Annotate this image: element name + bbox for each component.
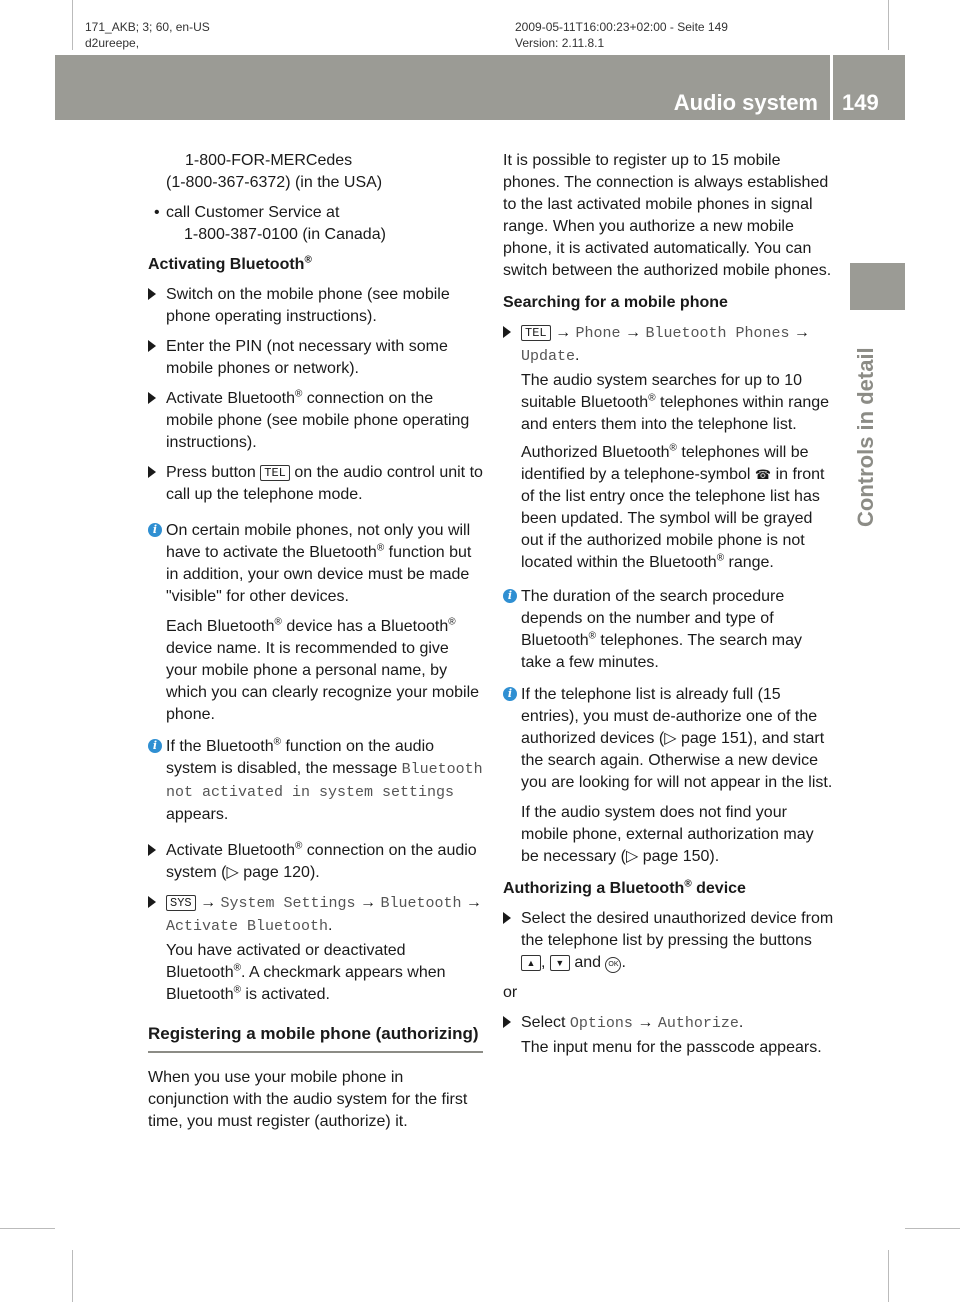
result-text: range.: [724, 554, 774, 571]
heading-activating: [148, 254, 483, 276]
step-arrow-icon: [148, 288, 156, 300]
trim-mark: [905, 1228, 960, 1229]
or-text: or: [503, 984, 518, 1001]
contact-line: (1-800-367-6372) (in the USA): [166, 174, 383, 191]
menu-path: System Settings: [220, 895, 356, 912]
paragraph: It is possible to register up to 15 mobile phones. The connection is always established to the last activated mobile phones in signal range. When you authorize a new mobile phone, it is activated automatically. You can switch between the authorized mobile phones.: [503, 152, 832, 279]
reg-mark: ®: [448, 616, 456, 628]
step-item: [503, 322, 835, 574]
result-text: The input menu for the passcode appears.: [521, 1039, 822, 1056]
info-text: If the telephone list is already full (15 entries), you must de-authorize one of the authorized devices (: [521, 686, 818, 747]
bullet-icon: •: [154, 204, 160, 221]
step-item: [148, 892, 483, 1006]
reg-mark: ®: [233, 984, 241, 996]
step-item: [503, 908, 835, 974]
step-text: .: [738, 1014, 744, 1031]
reg-mark: ®: [294, 840, 303, 852]
info-text: On certain mobile phones, not only you will have to activate the Bluetooth: [166, 522, 471, 561]
heading-text: Activating Bluetooth: [148, 256, 305, 273]
result-text: telephones within range and enters them into the telephone list.: [521, 394, 830, 433]
heading-text: device: [691, 880, 746, 897]
ok-key-icon: OK: [605, 957, 621, 973]
bullet-text: 1-800-387-0100 (in Canada): [184, 226, 386, 243]
reg-mark: ®: [588, 630, 596, 642]
step-text: .: [575, 347, 580, 364]
step-text: Activate Bluetooth: [166, 842, 295, 859]
step-item: [148, 284, 483, 328]
heading-text: Authorizing a Bluetooth: [503, 880, 685, 897]
path-arrow: →: [465, 894, 482, 911]
path-arrow: →: [360, 894, 376, 911]
right-column: [503, 150, 835, 1067]
info-note: [503, 684, 835, 868]
step-text: Press button: [166, 464, 261, 481]
info-text: The duration of the search procedure depends on the number and type of Bluetooth: [521, 588, 785, 649]
step-item: [148, 336, 483, 380]
heading-search: Searching for a mobile phone: [503, 294, 728, 311]
reg-mark: ®: [669, 442, 677, 454]
path-arrow: →: [637, 1014, 654, 1031]
bullet-text: call Customer Service at: [166, 204, 340, 221]
reg-mark: ®: [376, 542, 385, 554]
menu-path: Options: [569, 1015, 633, 1032]
reg-mark: ®: [716, 552, 725, 564]
step-text: ,: [541, 954, 550, 971]
step-text: Select: [521, 1014, 570, 1031]
menu-path: Update: [521, 348, 576, 365]
menu-path: Bluetooth Phones: [645, 325, 790, 342]
reg-mark: ®: [274, 616, 282, 628]
paragraph: When you use your mobile phone in conjunction with the audio system for the first time, you must register (authorize) it.: [148, 1069, 468, 1130]
reg-mark: ®: [294, 388, 303, 400]
sys-key-icon: SYS: [166, 895, 196, 911]
page-ref-icon: ▷: [664, 730, 677, 747]
heading-authorizing: [503, 878, 835, 900]
step-arrow-icon: [148, 896, 156, 908]
page-number: 149: [842, 90, 879, 115]
info-text: telephones. The search may take a few minutes.: [521, 632, 803, 671]
step-arrow-icon: [503, 326, 511, 338]
result-text: The audio system searches for up to 10 suitable Bluetooth: [521, 372, 803, 411]
info-text: function but in addition, your own device must be made "visible" for other devices.: [166, 544, 472, 605]
path-arrow: →: [555, 324, 572, 341]
trim-mark: [0, 1228, 55, 1229]
heading-registering: Registering a mobile phone (authorizing): [148, 1022, 483, 1053]
trim-mark: [888, 1250, 889, 1302]
meta-left-2: d2ureepe,: [85, 36, 140, 50]
info-text: device name. It is recommended to give your mobile phone a personal name, by which you can clearly recognize your mobile phone.: [166, 640, 480, 723]
info-text: page 150).: [638, 848, 720, 865]
down-key-icon: ▼: [550, 955, 570, 971]
result-text: in front of the list entry once the telephone list has been updated. The symbol will be grayed out if the authorized mobile phone is not located within the Bluetooth: [521, 466, 825, 571]
trim-mark: [72, 1250, 73, 1302]
step-text: connection on the mobile phone (see mobile phone operating instructions).: [166, 390, 470, 451]
path-arrow: →: [624, 324, 641, 341]
path-arrow: →: [200, 894, 217, 911]
section-title: Audio system: [673, 90, 818, 115]
up-key-icon: ▲: [521, 955, 541, 971]
step-text: Switch on the mobile phone (see mobile phone operating instructions).: [166, 286, 450, 325]
step-item: [503, 1012, 835, 1059]
step-arrow-icon: [148, 844, 156, 856]
step-text: and: [569, 954, 606, 971]
message-text: Bluetooth not activated in system settings: [166, 761, 483, 801]
trim-mark: [72, 0, 73, 50]
meta-left-1: 171_AKB; 3; 60, en-US: [85, 20, 210, 34]
menu-path: Bluetooth: [380, 895, 462, 912]
step-text: Activate Bluetooth: [166, 390, 295, 407]
reg-mark: ®: [648, 392, 656, 404]
page-ref-icon: ▷: [226, 864, 239, 881]
step-item: [148, 840, 483, 884]
step-arrow-icon: [148, 392, 156, 404]
step-text: .: [328, 917, 333, 934]
result-text: Authorized Bluetooth: [521, 444, 670, 461]
reg-mark: ®: [304, 254, 312, 266]
contact-line: 1-800-FOR-MERCedes: [185, 152, 353, 169]
result-text: . A checkmark appears when Bluetooth: [166, 964, 446, 1003]
bullet-item: [148, 202, 483, 246]
info-text: If the Bluetooth: [166, 738, 274, 755]
header-separator: [830, 55, 833, 120]
menu-path: Phone: [575, 325, 621, 342]
step-arrow-icon: [148, 466, 156, 478]
info-icon: i: [503, 687, 517, 701]
info-text: If the audio system does not find your mobile phone, external authorization may be necessary (: [521, 804, 814, 865]
step-arrow-icon: [148, 340, 156, 352]
step-text: on the audio control unit to call up the telephone mode.: [166, 464, 483, 503]
menu-path: Authorize: [657, 1015, 739, 1032]
result-text: You have activated or deactivated Bluetooth: [166, 942, 406, 981]
info-text: function on the audio system is disabled, the message: [166, 738, 435, 777]
tel-key-icon: TEL: [521, 325, 551, 341]
step-text: Select the desired unauthorized device from the telephone list by pressing the buttons: [521, 910, 834, 949]
left-column: [148, 150, 483, 1143]
telephone-symbol-icon: ☎: [754, 467, 772, 482]
result-text: is activated.: [240, 986, 330, 1003]
info-note: [148, 736, 483, 826]
step-text: .: [621, 954, 626, 971]
info-icon: i: [503, 589, 517, 603]
path-arrow: →: [793, 324, 810, 341]
meta-right-1: 2009-05-11T16:00:23+02:00 - Seite 149: [515, 20, 728, 34]
info-icon: i: [148, 739, 162, 753]
side-tab-label: Controls in detail: [853, 347, 878, 527]
trim-mark: [888, 0, 889, 50]
step-item: [148, 462, 483, 506]
result-text: telephones will be identified by a telephone-symbol: [521, 444, 809, 483]
step-text: page 120).: [238, 864, 320, 881]
meta-right-2: Version: 2.11.8.1: [515, 36, 605, 50]
step-arrow-icon: [503, 912, 511, 924]
info-text: appears.: [166, 806, 229, 823]
reg-mark: ®: [273, 736, 282, 748]
info-note: [148, 520, 483, 726]
info-text: Each Bluetooth: [166, 618, 275, 635]
page-ref-icon: ▷: [625, 848, 639, 865]
info-text: device has a Bluetooth: [281, 618, 449, 635]
info-text: page 151), and start the search again. Otherwise a new device you are looking for will not appear in the list.: [521, 730, 833, 791]
reg-mark: ®: [684, 878, 692, 890]
menu-path: Activate Bluetooth: [166, 918, 329, 935]
step-arrow-icon: [503, 1016, 511, 1028]
reg-mark: ®: [233, 962, 241, 974]
info-note: [503, 586, 835, 674]
step-text: connection on the audio system (: [166, 842, 477, 881]
tel-key-icon: TEL: [260, 465, 290, 481]
step-text: Enter the PIN (not necessary with some mobile phones or network).: [166, 338, 448, 377]
info-icon: i: [148, 523, 162, 537]
step-item: [148, 388, 483, 454]
